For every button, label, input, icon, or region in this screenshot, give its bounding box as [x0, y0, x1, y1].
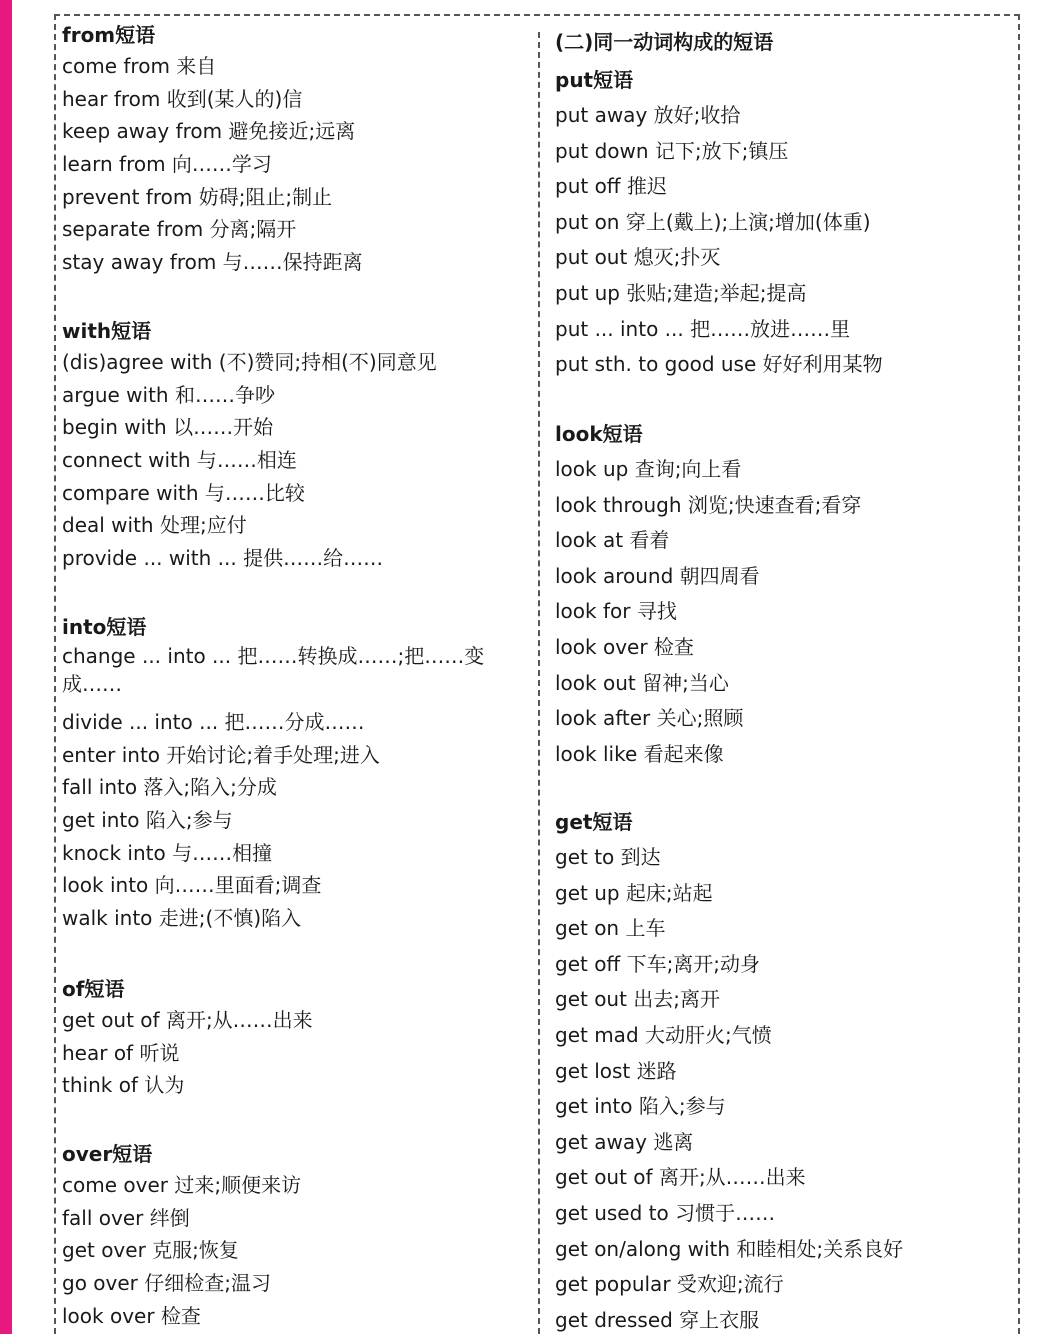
phrase-item: fall over 绊倒	[62, 1205, 190, 1230]
phrase-item: go over 仔细检查;温习	[62, 1271, 271, 1296]
phrase-item: hear of 听说	[62, 1040, 180, 1065]
phrase-item: change ... into ... 把……转换成……;把……变成……	[62, 644, 485, 696]
page-edge-bar	[0, 0, 12, 1334]
section-get	[555, 804, 1015, 1338]
section-heading: look短语	[555, 422, 643, 446]
phrase-item: get on 上车	[555, 916, 666, 941]
phrase-item: provide ... with ... 提供……给……	[62, 546, 384, 571]
section-heading: get短语	[555, 810, 633, 834]
phrase-item: come from 来自	[62, 54, 217, 78]
phrase-item: compare with 与……比较	[62, 480, 305, 505]
section-heading: from短语	[62, 23, 156, 47]
phrase-item: come over 过来;顺便来访	[62, 1173, 302, 1197]
phrase-item: learn from 向……学习	[62, 152, 272, 177]
phrase-item: argue with 和……争吵	[62, 382, 275, 407]
phrase-item: get off 下车;离开;动身	[555, 951, 761, 976]
phrase-item: prevent from 妨碍;阻止;制止	[62, 184, 333, 209]
phrase-item: get into 陷入;参与	[555, 1094, 726, 1119]
section-with	[62, 316, 532, 575]
section-heading: into短语	[62, 615, 147, 639]
phrase-item: get over 克服;恢复	[62, 1238, 239, 1263]
phrase-item: stay away from 与……保持距离	[62, 250, 363, 275]
phrase-item: put up 张贴;建造;举起;提高	[555, 280, 807, 305]
phrase-item: get lost 迷路	[555, 1058, 677, 1083]
section-of	[62, 974, 532, 1102]
page-title: (二)同一动词构成的短语	[555, 30, 774, 54]
phrase-item: put down 记下;放下;镇压	[555, 138, 789, 163]
section-heading: of短语	[62, 977, 125, 1001]
phrase-item: get up 起床;站起	[555, 880, 713, 905]
phrase-item: get into 陷入;参与	[62, 808, 233, 833]
phrase-item: get out of 离开;从……出来	[555, 1165, 806, 1190]
phrase-item: get out of 离开;从……出来	[62, 1008, 313, 1032]
phrase-item: enter into 开始讨论;着手处理;进入	[62, 742, 380, 767]
phrase-item: get away 逃离	[555, 1129, 694, 1154]
section-put	[555, 62, 1015, 383]
phrase-item: hear from 收到(某人的)信	[62, 86, 303, 111]
phrase-item: fall into 落入;陷入;分成	[62, 775, 277, 800]
section-over	[62, 1139, 532, 1332]
phrase-item: divide ... into ... 把……分成……	[62, 710, 365, 734]
phrase-item: look up 查询;向上看	[555, 457, 742, 481]
section-into	[62, 612, 532, 935]
phrase-item: look out 留神;当心	[555, 670, 729, 695]
phrase-item: put away 放好;收拾	[555, 103, 741, 127]
section-heading: put短语	[555, 68, 634, 92]
phrase-item: look for 寻找	[555, 599, 677, 624]
phrase-item: look over 检查	[555, 634, 694, 659]
phrase-item: (dis)agree with (不)赞同;持相(不)同意见	[62, 350, 437, 374]
phrase-item: think of 认为	[62, 1073, 185, 1098]
phrase-item: begin with 以……开始	[62, 415, 274, 440]
phrase-item: put ... into ... 把……放进……里	[555, 316, 851, 341]
phrase-item: get dressed 穿上衣服	[555, 1307, 760, 1332]
phrase-item: look like 看起来像	[555, 741, 724, 766]
phrase-item: keep away from 避免接近;远离	[62, 119, 356, 144]
section-from	[62, 20, 532, 279]
phrase-item: connect with 与……相连	[62, 448, 297, 473]
section-heading: over短语	[62, 1142, 153, 1166]
phrase-item: look after 关心;照顾	[555, 706, 744, 731]
section-look	[555, 416, 1015, 772]
section-heading: with短语	[62, 319, 152, 343]
phrase-item: look around 朝四周看	[555, 563, 760, 588]
phrase-item: get on/along with 和睦相处;关系良好	[555, 1236, 904, 1261]
phrase-item: deal with 处理;应付	[62, 513, 247, 538]
phrase-item: put off 推迟	[555, 174, 667, 199]
phrase-item: get used to 习惯于……	[555, 1200, 776, 1225]
phrase-item: walk into 走进;(不慎)陷入	[62, 906, 302, 931]
phrase-item: look into 向……里面看;调查	[62, 873, 322, 898]
phrase-item: separate from 分离;隔开	[62, 217, 297, 242]
phrase-item: get out 出去;离开	[555, 987, 721, 1012]
phrase-item: look over 检查	[62, 1303, 201, 1328]
phrase-item: put out 熄灭;扑灭	[555, 245, 721, 270]
phrase-item: get popular 受欢迎;流行	[555, 1272, 784, 1297]
phrase-item: look at 看着	[555, 528, 670, 553]
column-divider	[538, 32, 540, 1334]
right-column-title-block	[555, 24, 1015, 60]
phrase-item: look through 浏览;快速查看;看穿	[555, 492, 862, 517]
phrase-item: get to 到达	[555, 845, 661, 869]
phrase-item: put on 穿上(戴上);上演;增加(体重)	[555, 209, 871, 234]
phrase-item: put sth. to good use 好好利用某物	[555, 352, 883, 377]
phrase-item: get mad 大动肝火;气愤	[555, 1022, 772, 1047]
phrase-item: knock into 与……相撞	[62, 840, 273, 865]
